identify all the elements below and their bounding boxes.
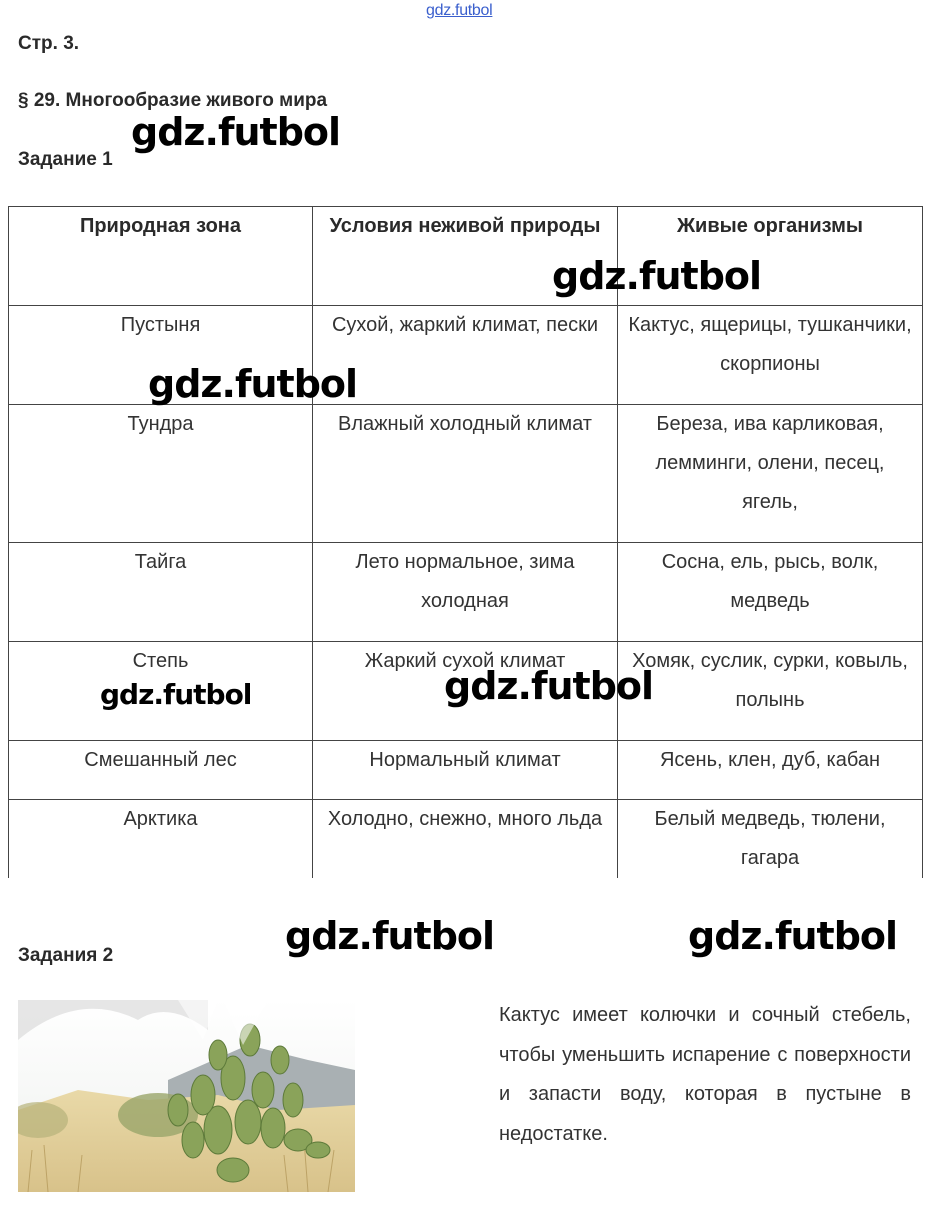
header-zone: Природная зона bbox=[9, 207, 313, 306]
cell-zone: Арктика bbox=[9, 800, 313, 879]
table-row bbox=[9, 741, 923, 800]
watermark: gdz.futbol bbox=[552, 254, 762, 298]
cactus-illustration bbox=[18, 1000, 355, 1192]
table-header-row bbox=[9, 207, 923, 306]
task-2-label: Задания 2 bbox=[18, 945, 114, 966]
watermark: gdz.futbol bbox=[688, 914, 898, 958]
watermark: gdz.futbol bbox=[148, 362, 358, 406]
cell-zone: Смешанный лес bbox=[9, 741, 313, 800]
task-1-label: Задание 1 bbox=[18, 149, 113, 170]
task-2-answer-text: Кактус имеет колючки и сочный стебель, чтобы уменьшить испарение с поверхности и запасти воду, которая в пустыне в недостатке. bbox=[499, 1004, 911, 1145]
cell-organisms: Хомяк, суслик, сурки, ковыль, полынь bbox=[618, 642, 923, 741]
cell-zone: Пустыня bbox=[9, 306, 313, 405]
cell-conditions: Лето нормальное, зима холодная bbox=[313, 543, 618, 642]
cell-organisms: Береза, ива карликовая, лемминги, олени, песец, ягель, bbox=[618, 405, 923, 543]
cell-conditions: Влажный холодный климат bbox=[313, 405, 618, 543]
cell-organisms: Белый медведь, тюлени, гагара bbox=[618, 800, 923, 879]
top-watermark-link[interactable]: gdz.futbol bbox=[426, 2, 493, 19]
table-row bbox=[9, 405, 923, 543]
watermark: gdz.futbol bbox=[444, 664, 654, 708]
cell-zone: Степь bbox=[9, 642, 313, 741]
cell-organisms: Сосна, ель, рысь, волк, медведь bbox=[618, 543, 923, 642]
cell-organisms: Кактус, ящерицы, тушканчики, скорпионы bbox=[618, 306, 923, 405]
cell-conditions: Жаркий сухой климат bbox=[313, 642, 618, 741]
cactus-photo bbox=[18, 1000, 355, 1192]
section-title: § 29. Многообразие живого мира bbox=[18, 90, 328, 111]
cell-conditions: Нормальный климат bbox=[313, 741, 618, 800]
cell-conditions: Сухой, жаркий климат, пески bbox=[313, 306, 618, 405]
cell-conditions: Холодно, снежно, много льда bbox=[313, 800, 618, 879]
cell-zone: Тундра bbox=[9, 405, 313, 543]
header-conditions: Условия неживой природы bbox=[313, 207, 618, 306]
page-reference: Стр. 3. bbox=[18, 33, 80, 54]
watermark: gdz.futbol bbox=[131, 110, 341, 154]
cell-zone: Тайга bbox=[9, 543, 313, 642]
table-row bbox=[9, 800, 923, 879]
cell-organisms: Ясень, клен, дуб, кабан bbox=[618, 741, 923, 800]
table-row bbox=[9, 543, 923, 642]
watermark: gdz.futbol bbox=[100, 678, 252, 711]
natural-zones-table bbox=[8, 206, 923, 878]
table-row bbox=[9, 306, 923, 405]
header-organisms: Живые организмы bbox=[618, 207, 923, 306]
watermark: gdz.futbol bbox=[285, 914, 495, 958]
